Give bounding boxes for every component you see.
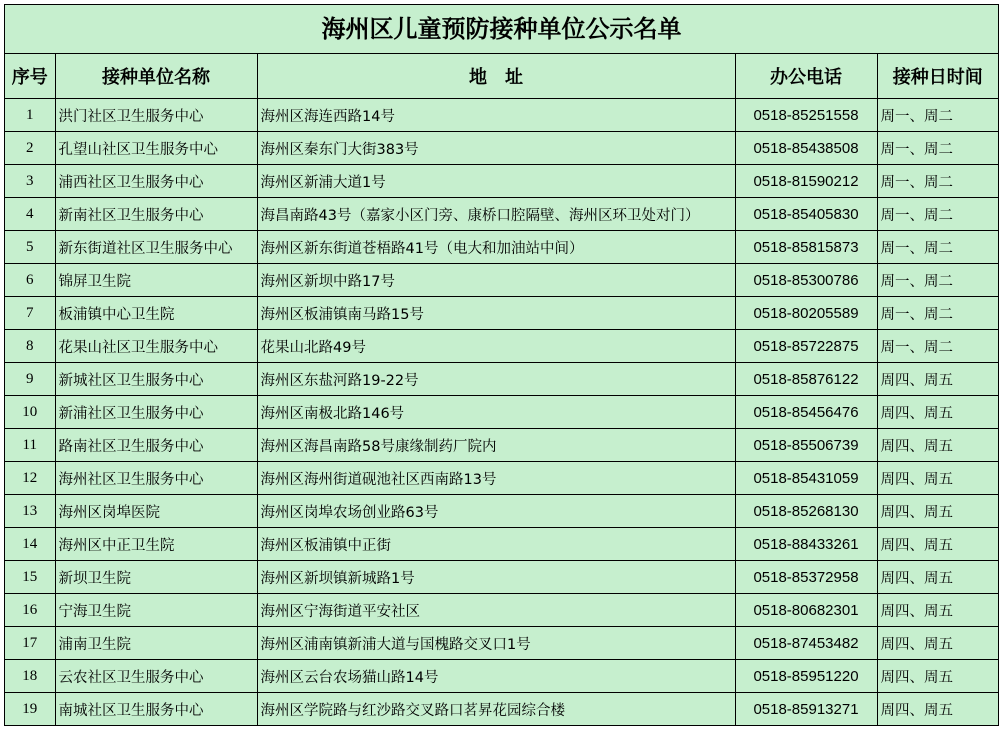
cell-days: 周一、周二 — [877, 132, 998, 165]
table-row — [5, 561, 998, 594]
cell-days: 周四、周五 — [877, 660, 998, 693]
table-row — [5, 330, 998, 363]
cell-phone: 0518-85913271 — [735, 693, 877, 726]
cell-address: 海州区浦南镇新浦大道与国槐路交叉口1号 — [257, 627, 735, 660]
cell-days: 周一、周二 — [877, 99, 998, 132]
header-phone: 办公电话 — [735, 54, 877, 99]
cell-address: 海州区海州街道砚池社区西南路13号 — [257, 462, 735, 495]
cell-phone: 0518-85405830 — [735, 198, 877, 231]
cell-phone: 0518-85268130 — [735, 495, 877, 528]
cell-unit-name: 新浦社区卫生服务中心 — [55, 396, 257, 429]
header-days: 接种日时间 — [877, 54, 998, 99]
table-row — [5, 297, 998, 330]
cell-address: 海州区岗埠农场创业路63号 — [257, 495, 735, 528]
table-row — [5, 132, 998, 165]
table-row — [5, 429, 998, 462]
cell-index: 7 — [5, 297, 55, 330]
table-row — [5, 462, 998, 495]
cell-phone: 0518-85456476 — [735, 396, 877, 429]
cell-address: 海州区板浦镇南马路15号 — [257, 297, 735, 330]
cell-index: 18 — [5, 660, 55, 693]
cell-unit-name: 浦南卫生院 — [55, 627, 257, 660]
cell-address: 海州区新坝中路17号 — [257, 264, 735, 297]
cell-unit-name: 孔望山社区卫生服务中心 — [55, 132, 257, 165]
cell-days: 周四、周五 — [877, 363, 998, 396]
cell-phone: 0518-85431059 — [735, 462, 877, 495]
cell-days: 周四、周五 — [877, 693, 998, 726]
cell-index: 19 — [5, 693, 55, 726]
cell-index: 16 — [5, 594, 55, 627]
cell-index: 13 — [5, 495, 55, 528]
table-row — [5, 528, 998, 561]
cell-address: 海州区新浦大道1号 — [257, 165, 735, 198]
cell-address: 海州区南极北路146号 — [257, 396, 735, 429]
cell-days: 周一、周二 — [877, 297, 998, 330]
cell-address: 海州区宁海街道平安社区 — [257, 594, 735, 627]
cell-days: 周四、周五 — [877, 627, 998, 660]
sheet-title: 海州区儿童预防接种单位公示名单 — [5, 5, 998, 54]
cell-index: 14 — [5, 528, 55, 561]
cell-address: 海州区海昌南路58号康缘制药厂院内 — [257, 429, 735, 462]
cell-index: 11 — [5, 429, 55, 462]
cell-days: 周四、周五 — [877, 429, 998, 462]
cell-address: 海州区海连西路14号 — [257, 99, 735, 132]
table-row — [5, 396, 998, 429]
cell-phone: 0518-85300786 — [735, 264, 877, 297]
cell-days: 周四、周五 — [877, 396, 998, 429]
cell-unit-name: 锦屏卫生院 — [55, 264, 257, 297]
cell-phone: 0518-85951220 — [735, 660, 877, 693]
cell-unit-name: 新东街道社区卫生服务中心 — [55, 231, 257, 264]
cell-unit-name: 南城社区卫生服务中心 — [55, 693, 257, 726]
cell-index: 8 — [5, 330, 55, 363]
cell-address: 海州区新东街道苍梧路41号（电大和加油站中间） — [257, 231, 735, 264]
cell-unit-name: 云农社区卫生服务中心 — [55, 660, 257, 693]
cell-phone: 0518-87453482 — [735, 627, 877, 660]
cell-phone: 0518-85722875 — [735, 330, 877, 363]
cell-phone: 0518-85506739 — [735, 429, 877, 462]
header-row — [5, 54, 998, 99]
cell-unit-name: 海州区岗埠医院 — [55, 495, 257, 528]
cell-index: 9 — [5, 363, 55, 396]
cell-phone: 0518-85815873 — [735, 231, 877, 264]
header-address: 地 址 — [257, 54, 735, 99]
table-row — [5, 165, 998, 198]
table-row — [5, 627, 998, 660]
cell-phone: 0518-85438508 — [735, 132, 877, 165]
cell-unit-name: 新城社区卫生服务中心 — [55, 363, 257, 396]
cell-index: 15 — [5, 561, 55, 594]
cell-days: 周四、周五 — [877, 462, 998, 495]
cell-index: 4 — [5, 198, 55, 231]
cell-index: 6 — [5, 264, 55, 297]
table-row — [5, 231, 998, 264]
table-row — [5, 198, 998, 231]
cell-unit-name: 新南社区卫生服务中心 — [55, 198, 257, 231]
cell-index: 5 — [5, 231, 55, 264]
cell-address: 海州区板浦镇中正街 — [257, 528, 735, 561]
cell-days: 周一、周二 — [877, 264, 998, 297]
cell-days: 周一、周二 — [877, 198, 998, 231]
cell-phone: 0518-85372958 — [735, 561, 877, 594]
cell-address: 海昌南路43号（嘉家小区门旁、康桥口腔隔壁、海州区环卫处对门） — [257, 198, 735, 231]
cell-unit-name: 海州区中正卫生院 — [55, 528, 257, 561]
cell-phone: 0518-85251558 — [735, 99, 877, 132]
cell-days: 周四、周五 — [877, 561, 998, 594]
table-row — [5, 363, 998, 396]
vaccination-units-table — [5, 54, 998, 725]
cell-address: 海州区秦东门大街383号 — [257, 132, 735, 165]
cell-address: 海州区学院路与红沙路交叉路口茗昇花园综合楼 — [257, 693, 735, 726]
table-row — [5, 264, 998, 297]
cell-index: 1 — [5, 99, 55, 132]
cell-unit-name: 路南社区卫生服务中心 — [55, 429, 257, 462]
table-row — [5, 594, 998, 627]
spreadsheet — [4, 4, 999, 726]
cell-index: 2 — [5, 132, 55, 165]
table-row — [5, 693, 998, 726]
cell-days: 周一、周二 — [877, 165, 998, 198]
table-row — [5, 495, 998, 528]
cell-phone: 0518-80205589 — [735, 297, 877, 330]
cell-days: 周四、周五 — [877, 594, 998, 627]
cell-unit-name: 新坝卫生院 — [55, 561, 257, 594]
cell-unit-name: 海州社区卫生服务中心 — [55, 462, 257, 495]
cell-address: 海州区云台农场猫山路14号 — [257, 660, 735, 693]
cell-index: 17 — [5, 627, 55, 660]
cell-index: 3 — [5, 165, 55, 198]
cell-days: 周四、周五 — [877, 495, 998, 528]
cell-address: 海州区东盐河路19-22号 — [257, 363, 735, 396]
cell-unit-name: 花果山社区卫生服务中心 — [55, 330, 257, 363]
cell-phone: 0518-81590212 — [735, 165, 877, 198]
header-index: 序号 — [5, 54, 55, 99]
cell-unit-name: 洪门社区卫生服务中心 — [55, 99, 257, 132]
cell-address: 花果山北路49号 — [257, 330, 735, 363]
table-row — [5, 99, 998, 132]
table-row — [5, 660, 998, 693]
cell-unit-name: 宁海卫生院 — [55, 594, 257, 627]
cell-phone: 0518-85876122 — [735, 363, 877, 396]
cell-unit-name: 板浦镇中心卫生院 — [55, 297, 257, 330]
cell-days: 周四、周五 — [877, 528, 998, 561]
cell-index: 12 — [5, 462, 55, 495]
cell-phone: 0518-80682301 — [735, 594, 877, 627]
cell-index: 10 — [5, 396, 55, 429]
cell-address: 海州区新坝镇新城路1号 — [257, 561, 735, 594]
cell-days: 周一、周二 — [877, 231, 998, 264]
cell-unit-name: 浦西社区卫生服务中心 — [55, 165, 257, 198]
cell-phone: 0518-88433261 — [735, 528, 877, 561]
header-name: 接种单位名称 — [55, 54, 257, 99]
cell-days: 周一、周二 — [877, 330, 998, 363]
